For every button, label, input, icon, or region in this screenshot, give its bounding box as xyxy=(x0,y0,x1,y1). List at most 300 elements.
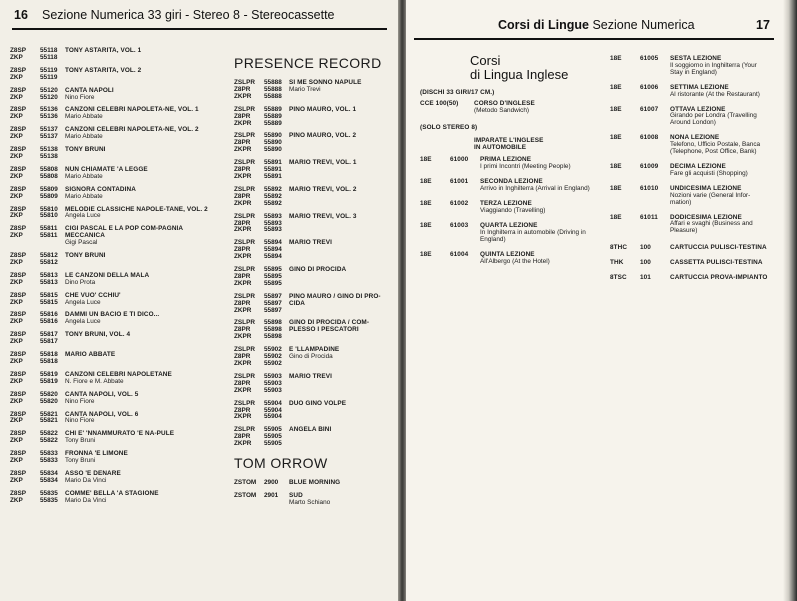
catalog-number xyxy=(40,332,65,346)
label-code: Z8PR xyxy=(234,353,251,361)
catalog-entry xyxy=(10,352,208,366)
label-code: Z8SP xyxy=(10,225,26,233)
label-code: Z8SP xyxy=(10,271,26,279)
entry-text xyxy=(65,207,208,221)
entry-text xyxy=(65,226,208,247)
entry-text xyxy=(65,253,208,267)
catalog-code: 55898 xyxy=(264,319,282,327)
label-code: ZSLPR xyxy=(234,159,255,167)
artist-name: Nino Fiore xyxy=(65,417,95,425)
album-title: ANGELA BINI xyxy=(289,426,332,434)
catalog-entry xyxy=(234,320,382,341)
catalog-code: 55812 xyxy=(40,252,58,260)
label-code: Z8SP xyxy=(10,252,26,260)
artist-name: Mario Da Vinci xyxy=(65,476,107,484)
catalog-number xyxy=(264,294,289,315)
catalog-code: 55818 xyxy=(40,351,58,359)
label-code: ZSTOM xyxy=(234,491,257,499)
catalog-number xyxy=(40,226,65,247)
entry-text xyxy=(65,431,208,445)
label-code: ZKP xyxy=(10,358,23,365)
catalog-code: 55895 xyxy=(264,279,282,287)
catalog-label xyxy=(10,471,40,485)
lesson-text xyxy=(670,186,770,207)
album-title: PINO MAURO, VOL. 1 xyxy=(289,105,357,113)
entry-text xyxy=(65,352,208,366)
album-title: ASSO 'E DENARE xyxy=(65,469,121,477)
catalog-code: 55893 xyxy=(264,212,282,220)
catalog-entry xyxy=(234,187,382,208)
label-code: Z8SP xyxy=(10,390,26,398)
label-code: ZKP xyxy=(10,192,23,200)
catalog-number xyxy=(40,491,65,505)
catalog-code: 55136 xyxy=(40,113,58,121)
catalog-number xyxy=(264,107,289,128)
label-code: ZSLPR xyxy=(234,239,255,247)
label-code: ZKPR xyxy=(234,119,252,127)
catalog-code: 55889 xyxy=(264,105,282,113)
lesson-subtitle: Il soggiorno in Inghilterra (Your Stay in England) xyxy=(670,61,757,76)
catalog-entry xyxy=(10,253,208,267)
catalog-label xyxy=(10,187,40,201)
artist-name: Mario Da Vinci xyxy=(65,496,107,504)
label-code: ZKP xyxy=(10,417,23,425)
catalog-code: 55816 xyxy=(40,311,58,319)
album-title: LE CANZONI DELLA MALA xyxy=(65,271,150,279)
catalog-code: 55820 xyxy=(40,390,58,398)
lesson-label: 18E xyxy=(610,213,622,221)
catalog-code: 55891 xyxy=(264,159,282,167)
catalog-code: 55894 xyxy=(264,253,282,261)
catalog-number xyxy=(264,320,289,341)
label-code: ZKP xyxy=(10,133,23,141)
label-code: Z8PR xyxy=(234,326,251,334)
catalog-label xyxy=(10,107,40,121)
catalog-code: 55898 xyxy=(264,333,282,341)
catalog-label xyxy=(10,88,40,102)
entry-text xyxy=(289,493,382,507)
catalog-label xyxy=(234,374,264,395)
lesson-subtitle: Telefono, Ufficio Postale, Banca (Telephone, Post Office, Bank) xyxy=(670,141,761,156)
lesson-subtitle: In Inghilterra in automobile (Driving in England) xyxy=(480,228,586,243)
lesson-label: 18E xyxy=(420,156,432,164)
label-code: ZSLPR xyxy=(234,266,255,274)
label-code: ZSLPR xyxy=(234,132,255,140)
lesson-entry xyxy=(610,186,770,207)
lesson-number: 61010 xyxy=(640,184,659,192)
catalog-label xyxy=(10,273,40,287)
catalog-label xyxy=(10,352,40,366)
lesson-number: 61007 xyxy=(640,105,659,113)
label-code: ZKPR xyxy=(234,333,252,341)
album-title: SIGNORA CONTADINA xyxy=(65,185,136,193)
entry-text xyxy=(65,451,208,465)
catalog-code: 55813 xyxy=(40,278,58,286)
catalog-entry xyxy=(10,147,208,161)
label-code: ZKP xyxy=(10,318,23,326)
catalog-label xyxy=(10,226,40,247)
catalog-code: 55136 xyxy=(40,106,58,114)
lesson-title: TERZA LEZIONE xyxy=(480,200,532,208)
catalog-code: 55812 xyxy=(40,258,58,266)
catalog-entry xyxy=(10,48,208,62)
entry-text xyxy=(65,187,208,201)
catalog-number xyxy=(264,374,289,395)
catalog-label xyxy=(234,427,264,448)
label-code: ZKPR xyxy=(234,199,252,207)
label-code: ZKPR xyxy=(234,279,252,287)
artist-name: Dino Prota xyxy=(65,278,96,286)
catalog-label xyxy=(10,412,40,426)
entry-text xyxy=(289,401,382,422)
catalog-code: 55903 xyxy=(264,372,282,380)
catalog-entry xyxy=(234,401,382,422)
entry-text xyxy=(289,480,382,487)
catalog-entry xyxy=(234,80,382,101)
artist-name: Nino Fiore xyxy=(65,397,95,405)
catalog-code: 55816 xyxy=(40,318,58,326)
catalog-number xyxy=(40,471,65,485)
label-code: Z8PR xyxy=(234,246,251,254)
catalog-number xyxy=(40,372,65,386)
label-code: ZSLPR xyxy=(234,79,255,86)
catalog-number xyxy=(40,451,65,465)
artist-name: Tony Bruni xyxy=(65,437,96,445)
artist-name: Angela Luce xyxy=(65,318,101,326)
lesson-subtitle: Arrivo in Inghilterra (Arrival in England) xyxy=(480,185,590,193)
lesson-text xyxy=(670,107,770,128)
catalog-code: 55894 xyxy=(264,239,282,247)
catalog-number xyxy=(40,392,65,406)
catalog-code: 55891 xyxy=(264,172,282,180)
cce-entry: CCE 100(50) CORSO D'INGLESE (Metodo Sandwich) xyxy=(420,99,535,114)
label-code: Z8PR xyxy=(234,272,251,280)
label-code: ZKPR xyxy=(234,386,252,394)
label-heading-presence: PRESENCE RECORD xyxy=(234,55,382,71)
entry-text xyxy=(289,214,382,235)
catalog-label xyxy=(234,320,264,341)
catalog-code: 55893 xyxy=(264,226,282,234)
catalog-code: 55820 xyxy=(40,397,58,405)
catalog-code: 55808 xyxy=(40,165,58,173)
catalog-code: 55890 xyxy=(264,132,282,140)
catalog-code: 55834 xyxy=(40,469,58,477)
entry-text xyxy=(65,273,208,287)
label-code: ZKPR xyxy=(234,440,252,448)
album-title: MARIO TREVI xyxy=(289,239,332,247)
label-code: ZKP xyxy=(10,152,23,160)
catalog-entry xyxy=(10,372,208,386)
label-code: Z8SP xyxy=(10,185,26,193)
album-title: CANTA NAPOLI, VOL. 6 xyxy=(65,410,139,418)
catalog-entry xyxy=(10,107,208,121)
catalog-code: 55894 xyxy=(264,246,282,254)
catalog-number xyxy=(40,187,65,201)
label-code: Z8SP xyxy=(10,430,26,438)
entry-text xyxy=(65,167,208,181)
catalog-label xyxy=(10,293,40,307)
catalog-code: 55892 xyxy=(264,199,282,207)
album-title: MARIO TREVI, VOL. 1 xyxy=(289,159,357,167)
left-header xyxy=(0,0,400,30)
label-code: ZSLPR xyxy=(234,399,255,407)
lesson-subtitle: Affari e svaghi (Business and Pleasure) xyxy=(670,220,753,235)
catalog-number xyxy=(40,273,65,287)
lesson-entry xyxy=(610,164,770,178)
catalog-number xyxy=(264,427,289,448)
catalog-label xyxy=(234,187,264,208)
lesson-label: 18E xyxy=(610,55,622,62)
artist-name: Angela Luce xyxy=(65,212,101,220)
courses-column-2 xyxy=(610,56,770,290)
catalog-code: 55904 xyxy=(264,413,282,421)
catalog-entry xyxy=(10,187,208,201)
entry-text xyxy=(65,491,208,505)
lesson-entry xyxy=(610,56,770,77)
label-code: ZKP xyxy=(10,437,23,445)
lesson-label: 18E xyxy=(610,83,622,91)
album-title: CHI E' 'NNAMMURATO 'E NA-PULE xyxy=(65,430,175,438)
catalog-number xyxy=(264,347,289,368)
catalog-code: 55893 xyxy=(264,219,282,227)
catalog-code: 55821 xyxy=(40,417,58,425)
entry-text xyxy=(65,412,208,426)
catalog-code: 55817 xyxy=(40,331,58,339)
catalog-code: 55822 xyxy=(40,437,58,445)
catalog-code: 55137 xyxy=(40,126,58,134)
lesson-label: 18E xyxy=(420,178,432,186)
catalog-code: 55815 xyxy=(40,298,58,306)
catalog-code: 55891 xyxy=(264,166,282,174)
catalog-entry xyxy=(10,332,208,346)
entry-text xyxy=(65,127,208,141)
catalog-number xyxy=(264,240,289,261)
catalog-label xyxy=(10,147,40,161)
label-code: ZKP xyxy=(10,457,23,465)
catalog-code: 55819 xyxy=(40,377,58,385)
label-code: ZKPR xyxy=(234,306,252,314)
artist-name: Mario Abbate xyxy=(65,172,103,180)
catalog-number xyxy=(40,253,65,267)
label-code: Z8SP xyxy=(10,126,26,134)
catalog-code: 55905 xyxy=(264,440,282,448)
label-code: ZKP xyxy=(10,298,23,306)
label-code: Z8SP xyxy=(10,311,26,319)
lesson-title: SECONDA LEZIONE xyxy=(480,178,543,186)
album-title: CIGI PASCAL E LA POP COM-PAGNIA MECCANICA xyxy=(65,225,183,240)
lesson-subtitle: I primi Incontri (Meeting People) xyxy=(480,163,571,171)
catalog-code: 55889 xyxy=(264,112,282,120)
entry-text xyxy=(65,147,208,161)
catalog-code: 55822 xyxy=(40,430,58,438)
catalog-code: 55834 xyxy=(40,476,58,484)
lesson-text xyxy=(670,164,770,178)
catalog-code: 55905 xyxy=(264,433,282,441)
album-title: NUN CHIAMATE 'A LEGGE xyxy=(65,165,148,173)
page-number-left: 16 xyxy=(14,8,28,22)
entry-text xyxy=(65,68,208,82)
lesson-subtitle: Girando per Londra (Travelling Around London) xyxy=(670,112,757,127)
lesson-title: DODICESIMA LEZIONE xyxy=(670,213,742,221)
lesson-title: DECIMA LEZIONE xyxy=(670,162,726,170)
lesson-subtitle: Nozioni varie (General Infor-mation) xyxy=(670,191,751,206)
catalog-number xyxy=(40,207,65,221)
imparate-heading: IMPARATE L'INGLESE IN AUTOMOBILE xyxy=(474,136,544,151)
lesson-entry xyxy=(420,201,600,215)
lesson-label: 18E xyxy=(610,162,622,170)
catalog-code: 55889 xyxy=(264,119,282,127)
album-title: CANZONI CELEBRI NAPOLETANE xyxy=(65,370,172,378)
lesson-subtitle: Viaggiando (Travelling) xyxy=(480,206,546,214)
entry-text xyxy=(289,133,382,154)
catalog-code: 55138 xyxy=(40,152,58,160)
label-code: Z8SP xyxy=(10,331,26,339)
catalog-entry xyxy=(10,471,208,485)
running-title-right: Corsi di Lingue Sezione Numerica xyxy=(498,18,695,32)
catalog-code: 55835 xyxy=(40,489,58,497)
lesson-title: CARTUCCIA PROVA-IMPIANTO xyxy=(670,274,768,282)
label-code: Z8SP xyxy=(10,410,26,418)
lesson-text xyxy=(480,223,600,244)
catalog-number xyxy=(40,412,65,426)
label-code: Z8SP xyxy=(10,165,26,173)
catalog-number xyxy=(264,401,289,422)
catalog-label xyxy=(234,294,264,315)
label-code: ZSLPR xyxy=(234,372,255,380)
lesson-entry xyxy=(610,107,770,128)
album-title: GINO DI PROCIDA xyxy=(289,266,347,274)
artist-name: Nino Fiore xyxy=(65,93,95,101)
album-title: DAMMI UN BACIO E TI DICO... xyxy=(65,311,160,319)
lesson-text xyxy=(670,56,770,77)
catalog-entry xyxy=(234,347,382,368)
label-code: Z8PR xyxy=(234,139,251,147)
dischi-note: (DISCHI 33 GIRI/17 CM.) xyxy=(420,89,495,96)
label-code: Z8PR xyxy=(234,433,251,441)
label-code: Z8SP xyxy=(10,469,26,477)
entry-text xyxy=(65,107,208,121)
catalog-label xyxy=(10,127,40,141)
catalog-entry xyxy=(234,374,382,395)
lesson-title: SETTIMA LEZIONE xyxy=(670,83,729,91)
catalog-code: 55890 xyxy=(264,146,282,154)
catalog-code: 55810 xyxy=(40,205,58,213)
catalog-code: 55818 xyxy=(40,358,58,365)
entry-text xyxy=(289,320,382,341)
entry-text xyxy=(65,88,208,102)
catalog-label xyxy=(234,133,264,154)
catalog-entry xyxy=(10,392,208,406)
catalog-code: 55898 xyxy=(264,326,282,334)
catalog-number xyxy=(40,167,65,181)
catalog-number xyxy=(40,312,65,326)
catalog-code: 55903 xyxy=(264,386,282,394)
catalog-entry xyxy=(234,133,382,154)
catalog-label xyxy=(234,240,264,261)
label-code: ZKP xyxy=(10,113,23,121)
album-title: MARIO ABBATE xyxy=(65,351,116,359)
lesson-entry xyxy=(610,275,770,282)
lesson-entry xyxy=(420,179,600,193)
catalog-label xyxy=(234,480,264,487)
label-code: Z8SP xyxy=(10,66,26,74)
entry-text xyxy=(289,294,382,315)
label-code: ZSLPR xyxy=(234,319,255,327)
lesson-label: 18E xyxy=(420,200,432,208)
catalog-number xyxy=(264,133,289,154)
catalog-code: 55903 xyxy=(264,379,282,387)
entry-text xyxy=(289,80,382,101)
label-code: Z8SP xyxy=(10,450,26,458)
label-code: Z8SP xyxy=(10,106,26,114)
lesson-title: OTTAVA LEZIONE xyxy=(670,105,726,113)
artist-name: Mario Abbate xyxy=(65,113,103,121)
lesson-number: 61003 xyxy=(450,221,469,229)
artist-name: Mario Trevi xyxy=(289,85,321,93)
lesson-number: 61000 xyxy=(450,156,469,164)
label-code: Z8PR xyxy=(234,166,251,174)
catalog-entry xyxy=(10,68,208,82)
catalog-column-1 xyxy=(10,48,208,511)
catalog-code: 55892 xyxy=(264,192,282,200)
label-code: ZSLPR xyxy=(234,292,255,300)
lesson-text xyxy=(480,252,600,266)
entry-text xyxy=(289,107,382,128)
catalog-code: 55895 xyxy=(264,266,282,274)
label-code: Z8SP xyxy=(10,351,26,359)
catalog-code: 55897 xyxy=(264,299,282,307)
catalog-code: 55833 xyxy=(40,450,58,458)
label-code: Z8PR xyxy=(234,219,251,227)
label-code: ZKPR xyxy=(234,146,252,154)
label-code: Z8PR xyxy=(234,406,251,414)
catalog-number xyxy=(264,80,289,101)
lesson-text xyxy=(670,245,770,252)
catalog-label xyxy=(234,347,264,368)
catalog-code: 55813 xyxy=(40,271,58,279)
label-code: ZSLPR xyxy=(234,105,255,113)
lesson-subtitle: All'Albergo (At the Hotel) xyxy=(480,257,550,265)
catalog-label xyxy=(10,68,40,82)
label-code: ZKP xyxy=(10,172,23,180)
catalog-label xyxy=(234,107,264,128)
page-number-right: 17 xyxy=(756,18,770,32)
label-code: ZKPR xyxy=(234,360,252,367)
album-title: TONY ASTARITA, VOL. 1 xyxy=(65,47,142,54)
entry-text xyxy=(65,372,208,386)
lesson-number: 61002 xyxy=(450,200,469,208)
album-title: CHE VUO' CCHIU' xyxy=(65,291,121,299)
catalog-code: 55815 xyxy=(40,291,58,299)
catalog-entry xyxy=(10,273,208,287)
catalog-code: 55809 xyxy=(40,185,58,193)
catalog-number xyxy=(40,88,65,102)
catalog-code: 55119 xyxy=(40,66,58,74)
catalog-number xyxy=(40,431,65,445)
lesson-title: CARTUCCIA PULISCI-TESTINA xyxy=(670,244,767,252)
catalog-code: 55890 xyxy=(264,139,282,147)
album-title: COMME' BELLA 'A STAGIONE xyxy=(65,489,159,497)
catalog-code: 55817 xyxy=(40,338,58,346)
catalog-number xyxy=(40,68,65,82)
lesson-text xyxy=(670,85,770,99)
catalog-entry xyxy=(10,226,208,247)
catalog-code: 55835 xyxy=(40,496,58,504)
lesson-number: 61008 xyxy=(640,134,659,142)
catalog-entry xyxy=(10,431,208,445)
label-code: Z8PR xyxy=(234,85,251,93)
running-title-left: Sezione Numerica 33 giri - Stereo 8 - Stereocassette xyxy=(42,8,335,22)
